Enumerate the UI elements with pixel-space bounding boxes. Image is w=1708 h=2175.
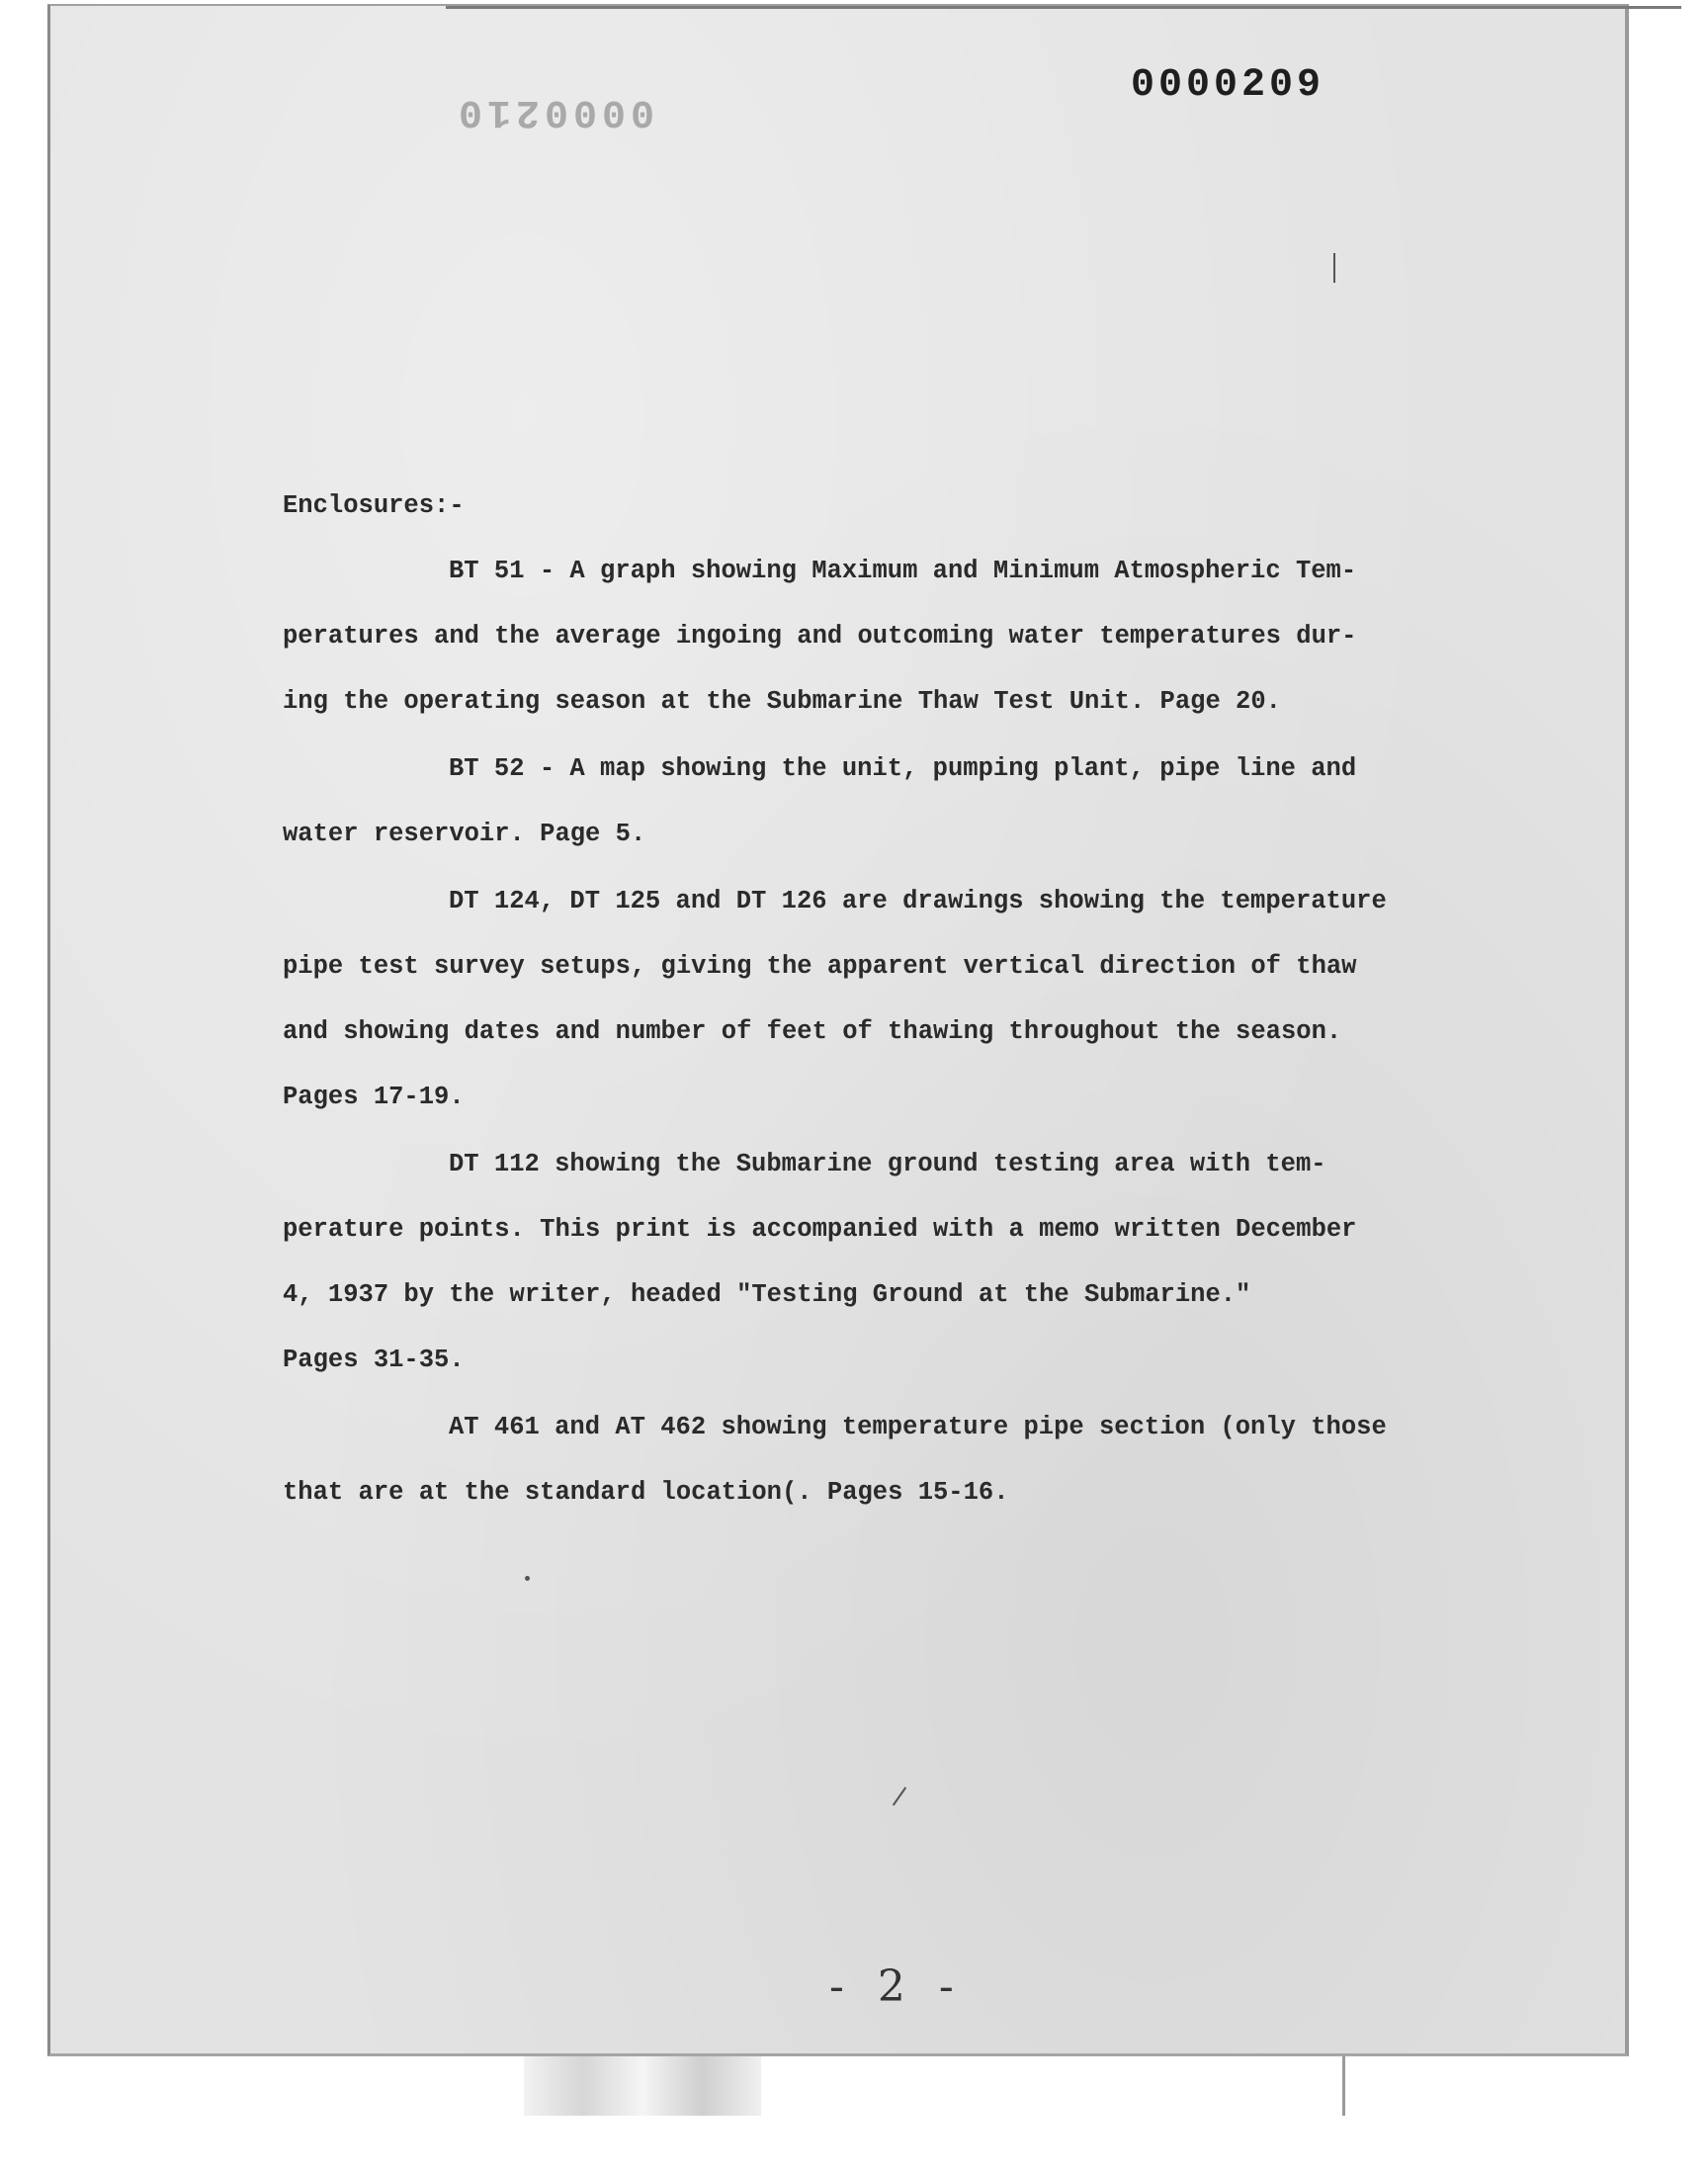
scanned-page [47,4,1629,2056]
document-number: 0000209 [1131,63,1325,108]
enclosure-entry-at461-462: AT 461 and AT 462 showing temperature pipe section (only those that are at the standard location(. Pages 15-16. [283,1413,1387,1507]
enclosure-entry-dt124-126: DT 124, DT 125 and DT 126 are drawings showing the temperature pipe test survey setups, giving the apparent vertical direction of thaw and showing dates and number of feet of thawing throughout the season. Pages 17-19. [283,887,1387,1111]
enclosure-entry-bt51: BT 51 - A graph showing Maximum and Minimum Atmospheric Tem- peratures and the average ingoing and outcoming water temperatures dur- ing the operating season at the Submarine Thaw Test Unit. Page 20. [283,557,1357,716]
scan-edge-strip [524,2056,761,2116]
enclosures-heading: Enclosures:- [283,491,465,520]
page-top-rule [446,6,1681,9]
enclosure-entry-dt112: DT 112 showing the Submarine ground testing area with tem- perature points. This print is accompanied with a memo written December 4, 1937 by the writer, headed "Testing Ground at the Submarine." Pages 31-35. [283,1150,1357,1374]
stray-mark [525,1576,530,1581]
scan-edge-strip [1342,2056,1345,2116]
stray-mark [893,1786,906,1805]
stray-mark [1333,253,1335,283]
page-number-footer: - 2 - [829,1961,964,2012]
bleed-through-number: 0000210 [454,89,655,133]
enclosure-entry-bt52: BT 52 - A map showing the unit, pumping plant, pipe line and water reservoir. Page 5. [283,754,1357,848]
enclosures-section [283,474,1479,1525]
